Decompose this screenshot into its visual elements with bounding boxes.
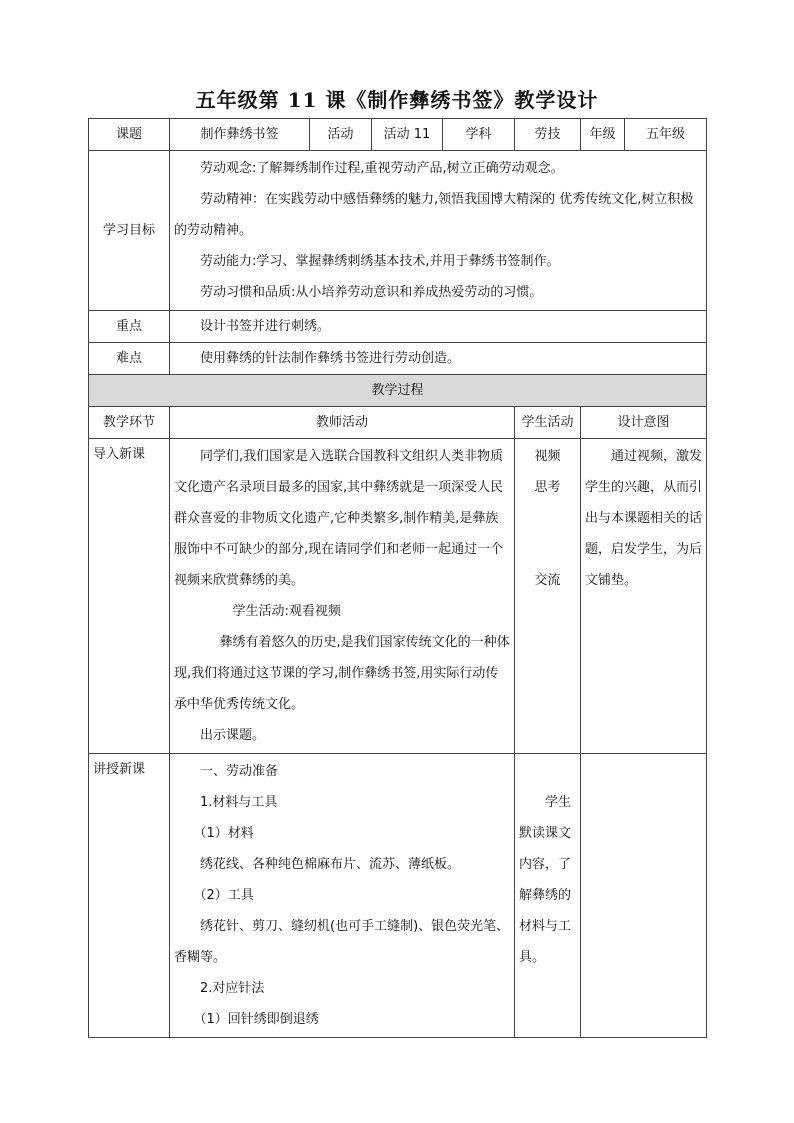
difficulty-label: 难点 bbox=[89, 343, 170, 375]
difficulty-value: 使用彝绣的针法制作彝绣书签进行劳动创造。 bbox=[170, 343, 707, 375]
activity-label: 活动 bbox=[310, 119, 372, 151]
intro-teacher: 同学们,我们国家是入选联合国教科文组织人类非物质文化遗产名录项目最多的国家,其中彝绣就是一项深受人民群众喜爱的非物质文化遗产,它种类繁多,制作精美,是彝族服饰中不可缺少的部分,现在请同学们和老师一起通过一个视频来欣赏彝绣的美。 学生活动:观看视频 彝绣有着悠久的历史,是我们国家传统文化的一种体现,我们将通过这节课的学习,制作彝绣书签,用实际行动传承中华优秀传统文化。 出示课题。 bbox=[170, 439, 515, 754]
grade-value: 五年级 bbox=[625, 119, 707, 151]
process-header-row bbox=[89, 407, 707, 439]
activity-value: 活动 11 bbox=[372, 119, 443, 151]
key-point-label: 重点 bbox=[89, 311, 170, 343]
grade-label: 年级 bbox=[581, 119, 625, 151]
intro-intent: 通过视频，激发学生的兴趣，从而引出与本课题相关的话题，启发学生，为后文铺垫。 bbox=[581, 439, 707, 754]
goals-row bbox=[89, 151, 707, 311]
intent-header: 设计意图 bbox=[581, 407, 707, 439]
difficulty-row bbox=[89, 343, 707, 375]
key-point-row bbox=[89, 311, 707, 343]
intro-student: 视频 思考 交流 bbox=[515, 439, 581, 754]
teaching-intent bbox=[581, 754, 707, 1038]
header-row bbox=[89, 119, 707, 151]
goal-item: 劳动精神：在实践劳动中感悟彝绣的魅力,领悟我国博大精深的 优秀传统文化,树立积极的劳动精神。 bbox=[174, 192, 694, 238]
teaching-teacher: 一、劳动准备 1.材料与工具 （1）材料 绣花线、各种纯色棉麻布片、流苏、薄纸板。 （2）工具 绣花针、剪刀、缝纫机(也可手工缝制)、银色荧光笔、香糊等。 2.对应针法 （1）回针绣即倒退绣 bbox=[170, 754, 515, 1038]
goal-item: 劳动习惯和品质:从小培养劳动意识和养成热爱劳动的习惯。 bbox=[200, 285, 543, 300]
topic-value: 制作彝绣书签 bbox=[170, 119, 310, 151]
key-point-value: 设计书签并进行刺绣。 bbox=[170, 311, 707, 343]
goal-item: 劳动能力:学习、掌握彝绣刺绣基本技术,并用于彝绣书签制作。 bbox=[200, 254, 560, 269]
teaching-row bbox=[89, 754, 707, 1038]
goals-label: 学习目标 bbox=[89, 151, 170, 311]
stage-header: 教学环节 bbox=[89, 407, 170, 439]
subject-value: 劳技 bbox=[515, 119, 581, 151]
lesson-plan-table bbox=[88, 118, 707, 1038]
topic-label: 课题 bbox=[89, 119, 170, 151]
student-header: 学生活动 bbox=[515, 407, 581, 439]
process-title-row bbox=[89, 375, 707, 407]
teacher-header: 教师活动 bbox=[170, 407, 515, 439]
goal-item: 劳动观念:了解舞绣制作过程,重视劳动产品,树立正确劳动观念。 bbox=[200, 161, 564, 176]
process-title: 教学过程 bbox=[89, 375, 707, 407]
teaching-student: 学生默读课文内容，了解彝绣的材料与工具。 bbox=[515, 754, 581, 1038]
page-title: 五年级第 11 课《制作彝绣书签》教学设计 bbox=[195, 88, 599, 112]
intro-row bbox=[89, 439, 707, 754]
teaching-stage: 讲授新课 bbox=[89, 754, 170, 1038]
intro-stage: 导入新课 bbox=[89, 439, 170, 754]
subject-label: 学科 bbox=[443, 119, 515, 151]
goals-content bbox=[170, 151, 707, 311]
